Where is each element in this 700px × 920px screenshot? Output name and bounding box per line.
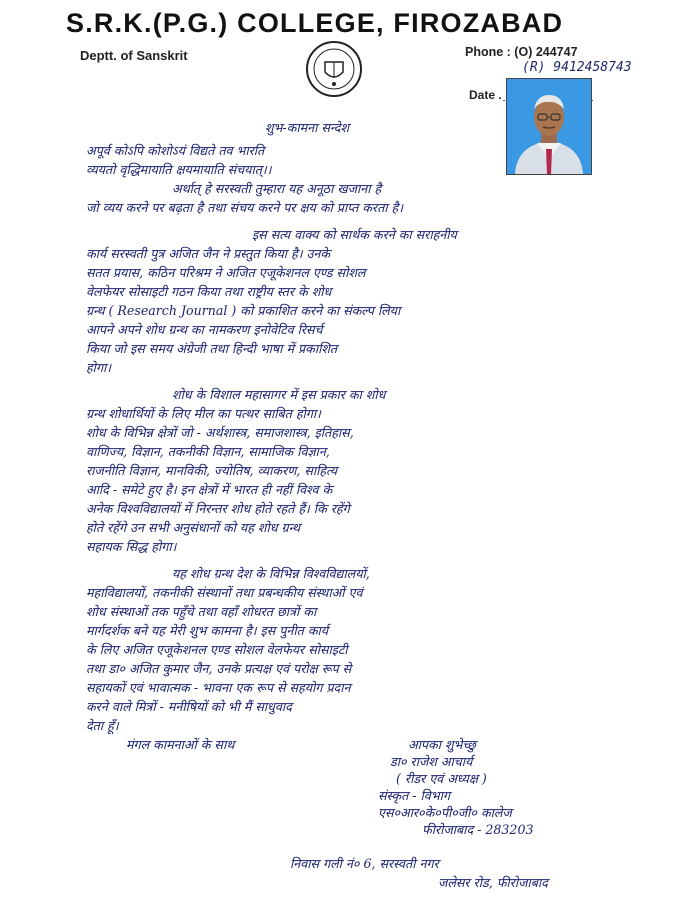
letter-line: सहायक सिद्ध होगा।	[86, 539, 177, 554]
signoff-line: ( रीडर एवं अध्यक्ष )	[396, 771, 487, 786]
letter-heading: शुभ-कामना सन्देश	[264, 120, 350, 135]
letter-line: वाणिज्य, विज्ञान, तकनीकी विज्ञान, सामाजिक विज्ञान,	[86, 444, 330, 459]
address-line: जलेसर रोड, फीरोजाबाद	[438, 875, 548, 890]
letter-line: सहायकों एवं भावात्मक - भावना एक रूप से सहयोग प्रदान	[86, 680, 351, 695]
college-seal-icon	[305, 40, 363, 98]
letter-line: व्ययतो वृद्धिमायाति क्षयमायाति संचयात्।।	[86, 162, 272, 177]
letter-line: सतत प्रयास, कठिन परिश्रम ने अजित एजूकेशनल एण्ड सोशल	[86, 265, 366, 280]
letter-line: यह शोध ग्रन्थ देश के विभिन्न विश्वविद्यालयों,	[172, 566, 370, 581]
signoff-line: एस०आर०के०पी०जी० कालेज	[378, 805, 512, 820]
signoff-line: फीरोजाबाद - 283203	[422, 822, 534, 837]
letter-body	[62, 118, 662, 754]
letter-line: अनेक विश्वविद्यालयों में निरन्तर शोध होते रहते हैं। कि रहेंगे	[86, 501, 350, 516]
signoff-line: आपका शुभेच्छु	[408, 737, 476, 752]
letter-line: अर्थात् हे सरस्वती तुम्हारा यह अनूठा खजाना है	[172, 181, 382, 196]
letter-line: शोध के विभिन्न क्षेत्रों जो - अर्थशास्त्र, समाजशास्त्र, इतिहास,	[86, 425, 354, 440]
letter-line: मार्गदर्शक बने यह मेरी शुभ कामना है। इस पुनीत कार्य	[86, 623, 329, 638]
letter-line: करने वाले मित्रों - मनीषियों को भी मैं साधुवाद	[86, 699, 292, 714]
address-line: निवास गली नं० 6, सरस्वती नगर	[290, 856, 439, 871]
letter-line: किया जो इस समय अंग्रेजी तथा हिन्दी भाषा में प्रकाशित	[86, 341, 338, 356]
letter-line: वेलफेयर सोसाइटी गठन किया तथा राष्ट्रीय स्तर के शोध	[86, 284, 332, 299]
letter-line: आदि - समेटे हुए है। इन क्षेत्रों में भारत ही नहीं विश्व के	[86, 482, 333, 497]
letter-line: अपूर्व कोऽपि कोशोऽयं विद्यते तव भारति	[86, 143, 265, 158]
letter-line: शोध संस्थाओं तक पहुँचे तथा वहाँ शोधरत छात्रों का	[86, 604, 317, 619]
letter-line: होते रहेंगे उन सभी अनुसंधानों को यह शोध ग्रन्थ	[86, 520, 300, 535]
residence-address	[290, 854, 690, 892]
letter-line: ग्रन्थ ( Research Journal ) को प्रकाशित करने का संकल्प लिया	[86, 303, 401, 318]
letter-line: देता हूँ।	[86, 718, 119, 733]
letter-line: शोध के विशाल महासागर में इस प्रकार का शोध	[172, 387, 386, 402]
phone-residence: (R) 9412458743	[522, 60, 632, 75]
letter-line: ग्रन्थ शोधार्थियों के लिए मील का पत्थर साबित होगा।	[86, 406, 321, 421]
letter-line: इस सत्य वाक्य को सार्थक करने का सराहनीय	[252, 227, 457, 242]
signoff-line: संस्कृत - विभाग	[378, 788, 450, 803]
signature-block	[378, 736, 678, 838]
letter-line: जो व्यय करने पर बढ़ता है तथा संचय करने पर क्षय को प्राप्त करता है।	[86, 200, 403, 215]
letter-line: होगा।	[86, 360, 112, 375]
letter-line: कार्य सरस्वती पुत्र अजित जैन ने प्रस्तुत किया है। उनके	[86, 246, 331, 261]
phone-office: Phone : (O) 244747	[465, 45, 578, 59]
letter-line: आपने अपने शोध ग्रन्थ का नामकरण इनोवेटिव रिसर्च	[86, 322, 323, 337]
signoff-line: डा० राजेश आचार्य	[390, 754, 473, 769]
letter-line: राजनीति विज्ञान, मानविकी, ज्योतिष, व्याकरण, साहित्य	[86, 463, 338, 478]
department-name: Deptt. of Sanskrit	[80, 48, 188, 63]
date-label: Date .	[469, 88, 502, 102]
letter-closing: मंगल कामनाओं के साथ	[126, 737, 235, 752]
letter-line: तथा डा० अजित कुमार जैन, उनके प्रत्यक्ष एवं परोक्ष रूप से	[86, 661, 352, 676]
letter-line: महाविद्यालयों, तकनीकी संस्थानों तथा प्रबन्धकीय संस्थाओं एवं	[86, 585, 363, 600]
college-name: S.R.K.(P.G.) COLLEGE, FIROZABAD	[66, 8, 564, 38]
letter-line: के लिए अजित एजूकेशनल एण्ड सोशल वेलफेयर सोसाइटी	[86, 642, 348, 657]
